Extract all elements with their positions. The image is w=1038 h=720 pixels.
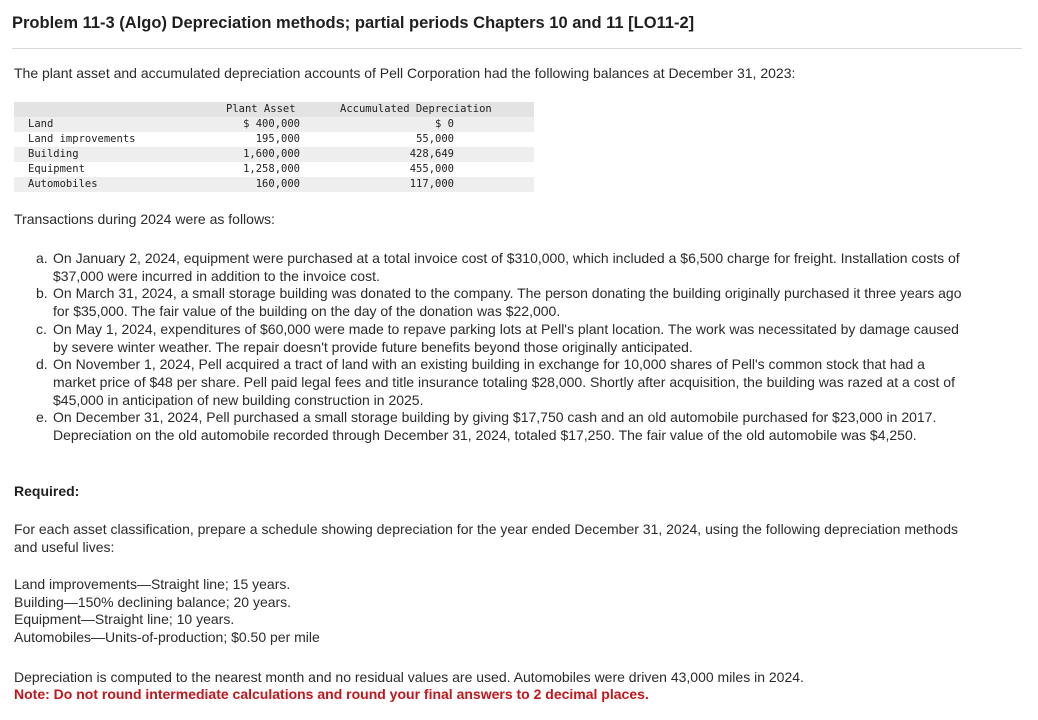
table-header-row: [14, 102, 534, 117]
method-automobiles: Automobiles—Units-of-production; $0.50 per mile: [14, 629, 320, 646]
table-row: [14, 132, 534, 147]
header-accumulated-depreciation: Accumulated Depreciation: [340, 103, 492, 115]
item-text: On May 1, 2024, expenditures of $60,000 were made to repave parking lots at Pell's plant location. The work was necessitated by damage caused by severe winter weather. The repair doesn't provide future benefits beyond those originally anticipated.: [53, 320, 959, 355]
accumulated-depreciation-value: $ 0: [435, 118, 454, 130]
accumulated-depreciation-value: 428,649: [409, 148, 454, 160]
row-label: Building: [28, 148, 79, 160]
table-row: [14, 162, 534, 177]
transactions-intro: Transactions during 2024 were as follows:: [14, 211, 275, 227]
item-text: On March 31, 2024, a small storage building was donated to the company. The person donating the building originally purchased it three years ago for $35,000. The fair value of the building on the day of the donation was $22,000.: [53, 285, 962, 320]
item-text: On November 1, 2024, Pell acquired a tract of land with an existing building in exchange for 10,000 shares of Pell's common stock that had a market price of $48 per share. Pell paid legal fees and title insurance totaling $28,000. Shortly after acquisition, the building was razed at a cost of $45,000 in anticipation of new building construction in 2025.: [53, 356, 955, 408]
list-item: [36, 356, 966, 409]
plant-asset-value: 195,000: [255, 133, 300, 145]
intro-text: The plant asset and accumulated depreciation accounts of Pell Corporation had the following balances at December 31, 2023:: [14, 65, 796, 81]
final-instructions: Depreciation is computed to the nearest month and no residual values are used. Automobiles were driven 43,000 miles in 2024.: [14, 669, 804, 685]
table-row: [14, 117, 534, 132]
method-building: Building—150% declining balance; 20 years.: [14, 593, 292, 610]
required-text: For each asset classification, prepare a schedule showing depreciation for the year ended December 31, 2024, using the following depreciation methods and useful lives:: [14, 521, 959, 555]
depreciation-methods-list: [14, 576, 320, 647]
method-land-improvements: Land improvements—Straight line; 15 years.: [14, 576, 291, 592]
row-label: Land improvements: [28, 133, 136, 145]
list-item: [36, 285, 966, 320]
row-label: Automobiles: [28, 178, 98, 190]
list-item: [36, 409, 966, 444]
plant-asset-value: 1,258,000: [243, 163, 300, 175]
header-plant-asset: Plant Asset: [226, 103, 296, 115]
item-marker: d.: [36, 356, 48, 373]
table-row: [14, 177, 534, 192]
plant-asset-value: $ 400,000: [243, 118, 300, 130]
problem-title: Problem 11-3 (Algo) Depreciation methods; partial periods Chapters 10 and 11 [LO11-2]: [12, 14, 695, 32]
title-divider: [12, 48, 1022, 49]
plant-asset-value: 160,000: [255, 178, 300, 190]
accumulated-depreciation-value: 117,000: [409, 178, 454, 190]
item-text: On December 31, 2024, Pell purchased a small storage building by giving $17,750 cash and an old automobile purchased for $23,000 in 2017. Depreciation on the old automobile recorded through December 31, 2024, totaled $17,250. The fair value of the old automobile was $4,250.: [53, 409, 937, 444]
required-heading: Required:: [14, 483, 80, 499]
item-marker: b.: [36, 285, 48, 302]
accumulated-depreciation-value: 55,000: [416, 133, 454, 145]
item-marker: e.: [36, 409, 48, 426]
row-label: Equipment: [28, 163, 85, 175]
rounding-note: Note: Do not round intermediate calculations and round your final answers to 2 decimal places.: [14, 686, 649, 702]
row-label: Land: [28, 118, 54, 130]
item-marker: c.: [36, 320, 47, 337]
item-marker: a.: [36, 250, 48, 266]
method-equipment: Equipment—Straight line; 10 years.: [14, 611, 235, 628]
balances-table: [14, 102, 534, 192]
accumulated-depreciation-value: 455,000: [409, 163, 454, 175]
list-item: [36, 321, 966, 356]
item-text: On January 2, 2024, equipment were purchased at a total invoice cost of $310,000, which included a $6,500 charge for freight. Installation costs of $37,000 were incurred in addition to the invoice cost.: [53, 250, 960, 284]
plant-asset-value: 1,600,000: [243, 148, 300, 160]
list-item: [36, 250, 966, 285]
table-row: [14, 147, 534, 162]
transactions-list: [36, 250, 966, 445]
